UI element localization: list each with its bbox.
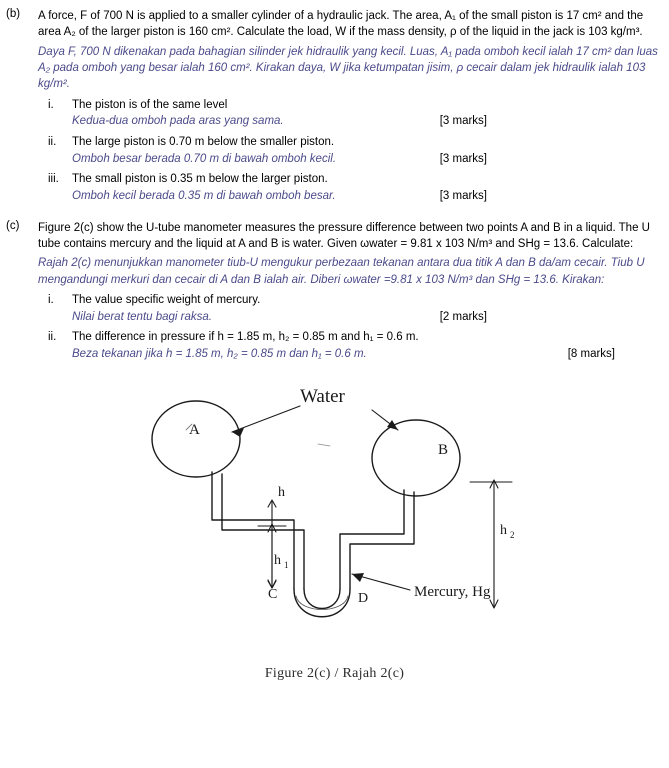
subitem-body [72,171,665,204]
figure-manometer [0,374,669,681]
subitem-number: i. [48,293,54,306]
question-c-label: (c) [6,219,20,232]
subitem-number: i. [48,98,54,111]
list-item [38,292,665,325]
list-item [38,171,665,204]
subitem-body [72,329,665,362]
subitem-malay: Beza tekanan jika h = 1.85 m, h₂ = 0.85 m dan h₁ = 0.6 m. [72,348,367,360]
label-water: Water [300,385,345,407]
question-c-subitems [38,292,665,363]
leader-mercury-arrowhead [352,573,364,582]
u-bend-inner [304,589,340,609]
marks-badge: [3 marks] [439,115,487,128]
label-point-b: B [438,441,449,458]
vessel-b [372,420,460,496]
subitem-body [72,292,665,325]
subitem-body [72,97,665,130]
manometer-drawing [0,374,669,664]
marks-badge: [8 marks] [567,348,615,360]
label-point-c: C [268,586,278,602]
question-c-malay: Rajah 2(c) menunjukkan manometer tiub-U mengukur perbezaan tekanan antara dua titik A dan B da/am cecair. Tiub U mengandungi merkuri dan cecair di A dan B ialah air. Diberi ωwater =9.81 x 103 N/m³ dan SHg = 13.6. Kirakan: [38,257,645,286]
subitem-malay: Omboh besar berada 0.70 m di bawah omboh kecil. [72,152,337,165]
question-b [0,8,669,206]
question-b-malay: Daya F, 700 N dikenakan pada bahagian silinder jek hidraulik yang kecil. Luas, A₁ pada omboh kecil ialah 17 cm² dan luas A₂ pada omboh yang besar ialah 160 cm². Kirakan daya, W jika ketumpatan jisim, ρ cecair dalam jek hidraulik ialah 103 kg/m². [38,45,658,91]
label-point-a: A [189,421,200,438]
subitem-english: The small piston is 0.35 m below the larger piston. [72,173,328,186]
label-h1-sub: 1 [284,559,289,570]
subitem-english: The value specific weight of mercury. [72,293,261,306]
label-h2: h [500,522,507,538]
question-b-label: (b) [6,8,21,20]
label-h2-sub: 2 [510,529,515,540]
label-point-d: D [358,590,369,606]
subitem-english: The piston is of the same level [72,98,228,111]
list-item [38,97,665,130]
subitem-english: The difference in pressure if h = 1.85 m, h₂ = 0.85 m and h₁ = 0.6 m. [72,331,419,344]
label-mercury: Mercury, Hg [414,583,491,600]
sketch-mark-mid [318,444,330,446]
question-c [0,220,669,364]
label-h1: h [274,552,281,568]
subitem-english: The large piston is 0.70 m below the smaller piston. [72,135,335,148]
question-b-english: A force, F of 700 N is applied to a smaller cylinder of a hydraulic jack. The area, A₁ of the small piston is 17 cm² and the area A₂ of the larger piston is 160 cm². Calculate the load, W if the mass density, ρ of the liquid in the jack is 103 kg/m³. [38,10,644,39]
marks-badge: [3 marks] [439,190,487,202]
subitem-malay: Kedua-dua omboh pada aras yang sama. [72,115,284,128]
subitem-malay: Omboh kecil berada 0.35 m di bawah omboh besar. [72,190,336,202]
leader-water-left [232,406,300,432]
list-item [38,329,665,362]
tube-left-inner [222,474,304,589]
question-b-subitems [38,97,665,205]
subitem-number: iii. [48,173,59,186]
question-c-body [38,220,669,364]
subitem-body [72,134,665,167]
label-h: h [278,484,285,500]
marks-badge: [3 marks] [439,152,487,165]
u-bend-outer [294,589,350,617]
mercury-level-shade [296,596,348,610]
document-page [0,8,669,768]
marks-badge: [2 marks] [439,310,487,323]
subitem-number: ii. [48,331,57,344]
question-b-body [38,8,669,206]
question-c-english: Figure 2(c) show the U-tube manometer measures the pressure difference between two points A and B in a liquid. The U tube contains mercury and the liquid at A and B is water. Given ωwater = 9.81 x 103 N/m³ and SHg = 13.6. Calculate: [38,221,650,250]
vessel-a [152,401,240,477]
list-item [38,134,665,167]
subitem-malay: Nilai berat tentu bagi raksa. [72,310,212,323]
figure-caption: Figure 2(c) / Rajah 2(c) [264,665,405,681]
subitem-number: ii. [48,135,57,148]
